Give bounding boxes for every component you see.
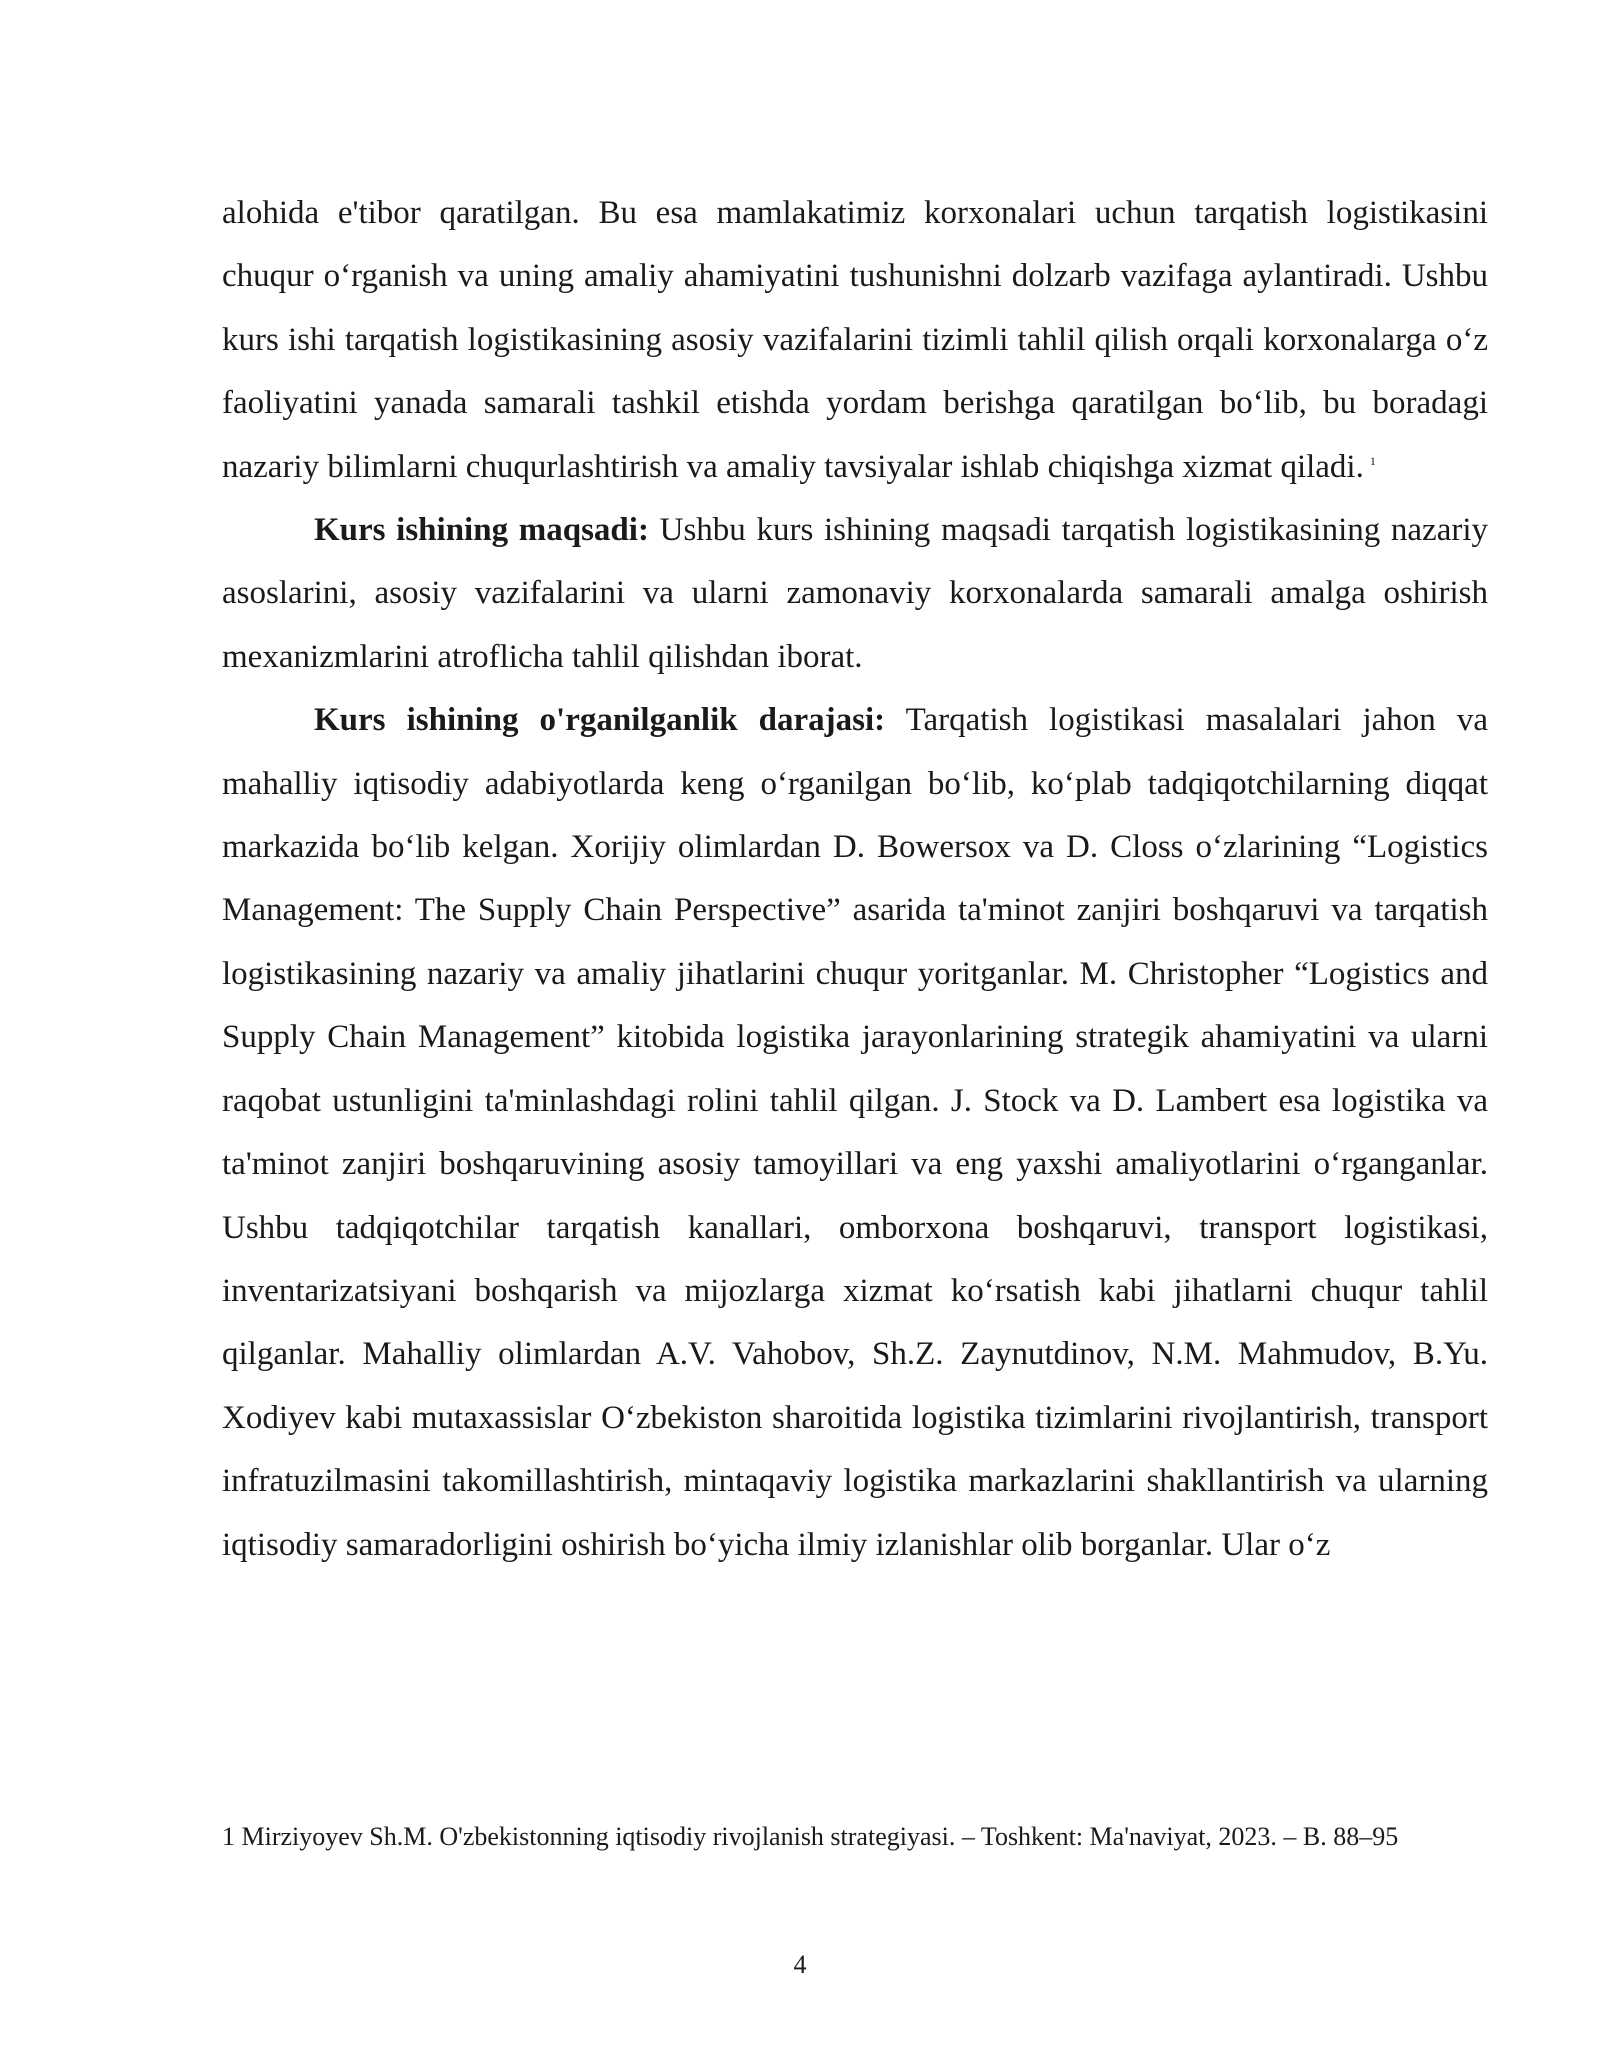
paragraph-2-lead: Kurs ishining maqsadi: [314, 512, 649, 549]
paragraph-2-text: Ushbu kurs ishining maqsadi tarqatish logistikasining nazariy asoslarini, asosiy vazifalarini va ularni zamonaviy korxonalarda samarali amalga oshirish mexanizmlarini atroflicha tahlil qilishdan iborat. [222, 512, 1488, 675]
paragraph-1 [222, 182, 1488, 499]
footnote-reference[interactable]: 1 [1369, 453, 1376, 468]
paragraph-3 [222, 689, 1488, 1577]
body-text [222, 182, 1488, 1577]
footnote: 1 Mirziyoyev Sh.M. O'zbekistonning iqtisodiy rivojlanish strategiyasi. – Toshkent: Ma'naviyat, 2023. – B. 88–95 [222, 1822, 1399, 1851]
paragraph-3-lead: Kurs ishining o'rganilganlik darajasi: [314, 702, 886, 739]
paragraph-2 [222, 499, 1488, 689]
page-number: 4 [793, 1950, 807, 1979]
paragraph-3-text: Tarqatish logistikasi masalalari jahon va mahalliy iqtisodiy adabiyotlarda keng o‘rganilgan bo‘lib, ko‘plab tadqiqotchilarning diqqat markazida bo‘lib kelgan. Xorijiy olimlardan D. Bowersox va D. Closs o‘zlarining “Logistics Management: The Supply Chain Perspective” asarida ta'minot zanjiri boshqaruvi va tarqatish logistikasining nazariy va amaliy jihatlarini chuqur yoritganlar. M. Christopher “Logistics and Supply Chain Management” kitobida logistika jarayonlarining strategik ahamiyatini va ularni raqobat ustunligini ta'minlashdagi rolini tahlil qilgan. J. Stock va D. Lambert esa logistika va ta'minot zanjiri boshqaruvining asosiy tamoyillari va eng yaxshi amaliyotlarini o‘rganganlar. Ushbu tadqiqotchilar tarqatish kanallari, omborxona boshqaruvi, transport logistikasi, inventarizatsiyani boshqarish va mijozlarga xizmat ko‘rsatish kabi jihatlarni chuqur tahlil qilganlar. Mahalliy olimlardan A.V. Vahobov, Sh.Z. Zaynutdinov, N.M. Mahmudov, B.Yu. Xodiyev kabi mutaxassislar O‘zbekiston sharoitida logistika tizimlarini rivojlantirish, transport infratuzilmasini takomillashtirish, mintaqaviy logistika markazlarini shakllantirish va ularning iqtisodiy samaradorligini oshirish bo‘yicha ilmiy izlanishlar olib borganlar. Ular o‘z [222, 702, 1488, 1563]
paragraph-1-text: alohida e'tibor qaratilgan. Bu esa mamlakatimiz korxonalari uchun tarqatish logistikasini chuqur o‘rganish va uning amaliy ahamiyatini tushunishni dolzarb vazifaga aylantiradi. Ushbu kurs ishi tarqatish logistikasining asosiy vazifalarini tizimli tahlil qilish orqali korxonalarga o‘z faoliyatini yanada samarali tashkil etishda yordam berishga qaratilgan bo‘lib, bu boradagi nazariy bilimlarni chuqurlashtirish va amaliy tavsiyalar ishlab chiqishga xizmat qiladi. [222, 195, 1488, 485]
